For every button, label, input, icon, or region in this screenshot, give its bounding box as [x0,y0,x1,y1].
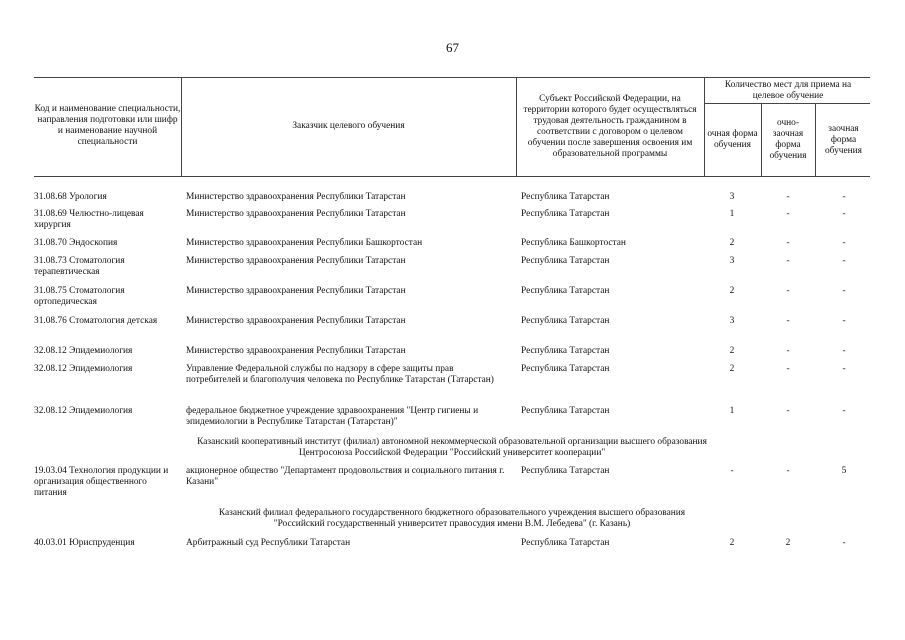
row-full-time: 2 [729,346,735,356]
row-full-time: 3 [729,192,735,202]
header-code: Код и наименование специальности, направления подготовки или шифр и наименование научной специальности [34,104,181,147]
row-subject: Республика Татарстан [521,256,610,266]
section-heading: Казанский кооперативный институт (филиал) автономной некоммерческой образовательной организации высшего образования Центросоюза Российской Федерации "Российский университет кооперации" [197,437,707,458]
row-full-time: 2 [729,238,735,248]
row-subject: Республика Татарстан [521,316,610,326]
row-customer: Министерство здравоохранения Республики Татарстан [186,286,406,296]
row-code: 40.03.01 Юриспруденция [34,538,135,548]
row-subject: Республика Татарстан [521,209,610,219]
row-customer: акционерное общество "Департамент продовольствия и социального питания г. Казани" [186,466,505,487]
row-code: 32.08.12 Эпидемиология [34,406,133,416]
row-code: 32.08.12 Эпидемиология [34,346,133,356]
header-part-time: очно-заочная форма обучения [769,118,807,161]
row-part-time: - [786,238,790,248]
row-extramural: - [842,209,846,219]
row-customer: Управление Федеральной службы по надзору в сфере защиты прав потребителей и благополучия человека по Республике Татарстан (Татарстан) [186,364,494,385]
row-extramural: - [842,238,846,248]
row-part-time: - [786,316,790,326]
row-extramural: - [842,256,846,266]
header-places-group: Количество мест для приема на целевое обучение [724,80,852,101]
row-extramural: - [842,538,846,548]
header-bottom-rule [34,176,870,177]
header-full-time: очная форма обучения [707,129,758,150]
row-customer: Арбитражный суд Республики Татарстан [186,538,351,548]
row-part-time: - [786,286,790,296]
row-code: 31.08.70 Эндоскопия [34,238,118,248]
row-full-time: 2 [729,364,735,374]
row-subject: Республика Татарстан [521,192,610,202]
row-extramural: 5 [841,466,847,476]
row-part-time: - [786,346,790,356]
row-subject: Республика Татарстан [521,406,610,416]
row-full-time: 2 [729,538,735,548]
row-customer: Министерство здравоохранения Республики Татарстан [186,209,406,219]
row-full-time: - [730,466,734,476]
row-extramural: - [842,316,846,326]
row-part-time: - [786,256,790,266]
header-subject: Субъект Российской Федерации, на территории которого будет осуществляться трудовая деятельность гражданином в соответствии с договором о целевом обучении после завершения освоения им образовательной программы [523,94,697,159]
row-part-time: - [786,192,790,202]
row-code: 19.03.04 Технология продукции и организация общественного питания [34,466,169,498]
row-full-time: 2 [729,286,735,296]
row-part-time: - [786,209,790,219]
row-code: 31.08.73 Стоматология терапевтическая [34,256,125,277]
row-subject: Республика Татарстан [521,538,610,548]
row-extramural: - [842,364,846,374]
row-part-time: - [786,364,790,374]
row-customer: Министерство здравоохранения Республики Татарстан [186,256,406,266]
row-customer: Министерство здравоохранения Республики Башкортостан [186,238,423,248]
header-divider [761,103,762,176]
row-subject: Республика Татарстан [521,286,610,296]
row-extramural: - [842,192,846,202]
row-part-time: - [786,406,790,416]
row-extramural: - [842,406,846,416]
row-code: 31.08.69 Челюстно-лицевая хирургия [34,209,144,230]
row-customer: Министерство здравоохранения Республики Татарстан [186,346,406,356]
row-customer: федеральное бюджетное учреждение здравоохранения "Центр гигиены и эпидемиологии в Республике Татарстан (Татарстан)" [186,406,479,427]
row-code: 31.08.68 Урология [34,192,107,202]
row-part-time: - [786,466,790,476]
row-full-time: 3 [729,256,735,266]
row-code: 31.08.76 Стоматология детская [34,316,158,326]
row-subject: Республика Башкортостан [521,238,626,248]
row-subject: Республика Татарстан [521,346,610,356]
row-full-time: 1 [729,406,735,416]
row-code: 31.08.75 Стоматология ортопедическая [34,286,125,307]
row-full-time: 1 [729,209,735,219]
row-subject: Республика Татарстан [521,466,610,476]
row-full-time: 3 [729,316,735,326]
row-code: 32.08.12 Эпидемиология [34,364,133,374]
row-extramural: - [842,286,846,296]
section-heading: Казанский филиал федерального государственного бюджетного образовательного учреждения высшего образования "Российский государственный университет правосудия имени В.М. Лебедева" (г. Казань) [218,508,686,529]
header-divider [516,77,517,176]
header-customer: Заказчик целевого обучения [292,121,405,131]
row-customer: Министерство здравоохранения Республики Татарстан [186,192,406,202]
header-divider [815,103,816,176]
page-number: 67 [446,40,459,55]
row-extramural: - [842,346,846,356]
row-subject: Республика Татарстан [521,364,610,374]
row-customer: Министерство здравоохранения Республики Татарстан [186,316,406,326]
row-part-time: 2 [785,538,791,548]
header-extramural: заочная форма обучения [824,123,862,156]
